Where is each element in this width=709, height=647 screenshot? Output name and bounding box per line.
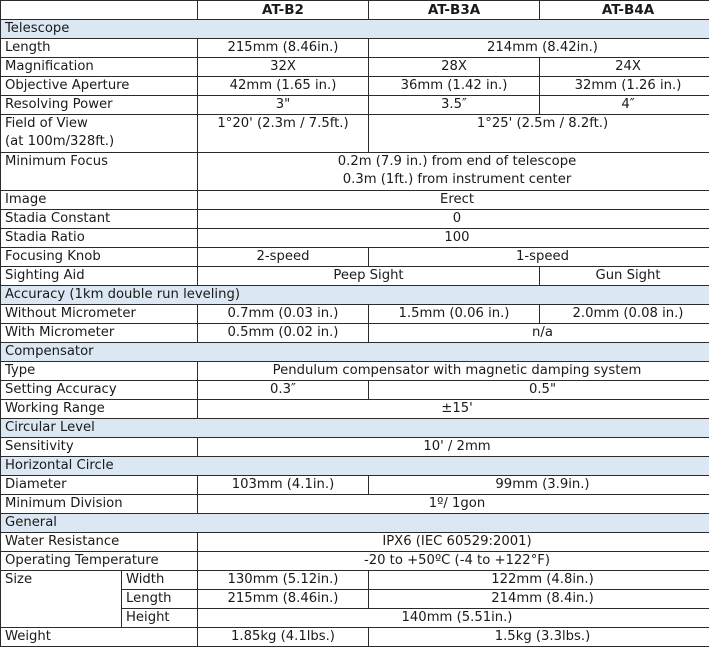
value-all-models: 10' / 2mm — [198, 438, 709, 457]
spec-row-magnification — [1, 58, 709, 77]
spec-row-focusing-knob — [1, 248, 709, 267]
spec-row-field-of-view — [1, 115, 709, 153]
row-label: Resolving Power — [1, 96, 198, 115]
value-at-b4a: 2.0mm (0.08 in.) — [540, 305, 709, 324]
model-header-at-b4a: AT-B4A — [540, 1, 709, 20]
value-all-models: ±15' — [198, 400, 709, 419]
spec-row-minimum-focus — [1, 153, 709, 191]
row-label: Without Micrometer — [1, 305, 198, 324]
value-at-b3a-b4a: 1-speed — [369, 248, 709, 267]
value-at-b3a: 28X — [369, 58, 540, 77]
value-at-b3a-b4a: n/a — [369, 324, 709, 343]
row-label: Minimum Focus — [1, 153, 198, 191]
value-at-b3a-b4a: 0.5" — [369, 381, 709, 400]
value-all-models: -20 to +50ºC (-4 to +122°F) — [198, 552, 709, 571]
row-label: Minimum Division — [1, 495, 198, 514]
value-at-b2: 0.7mm (0.03 in.) — [198, 305, 369, 324]
value-at-b4a: 24X — [540, 58, 709, 77]
value-at-b2: 32X — [198, 58, 369, 77]
value-at-b2: 0.3″ — [198, 381, 369, 400]
value-at-b2: 215mm (8.46in.) — [198, 590, 369, 609]
row-label: Objective Aperture — [1, 77, 198, 96]
value-all-models: Pendulum compensator with magnetic damping system — [198, 362, 709, 381]
row-label: Stadia Ratio — [1, 229, 198, 248]
section-accuracy: Accuracy (1km double run leveling) — [1, 286, 709, 305]
section-row — [1, 343, 709, 362]
row-label: Type — [1, 362, 198, 381]
spec-row-length — [1, 39, 709, 58]
spec-row-water-resistance — [1, 533, 709, 552]
spec-row-diameter — [1, 476, 709, 495]
value-at-b3a-b4a: 1°25' (2.5m / 8.2ft.) — [369, 115, 709, 153]
header-row — [1, 1, 709, 20]
spec-row-objective-aperture — [1, 77, 709, 96]
model-header-at-b3a: AT-B3A — [369, 1, 540, 20]
value-at-b3a-b4a: 122mm (4.8in.) — [369, 571, 709, 590]
value-at-b3a-b4a: 214mm (8.42in.) — [369, 39, 709, 58]
value-at-b2: 103mm (4.1in.) — [198, 476, 369, 495]
spec-row-stadia-constant — [1, 210, 709, 229]
row-label — [1, 115, 198, 153]
section-row — [1, 514, 709, 533]
value-all-models: 0 — [198, 210, 709, 229]
value-at-b2: 130mm (5.12in.) — [198, 571, 369, 590]
section-row — [1, 286, 709, 305]
value-at-b2: 2-speed — [198, 248, 369, 267]
value-all-models: 100 — [198, 229, 709, 248]
sub-label-height: Height — [122, 609, 198, 628]
row-label-size: Size — [1, 571, 122, 628]
value-at-b2: 215mm (8.46in.) — [198, 39, 369, 58]
value-at-b3a-b4a: 214mm (8.4in.) — [369, 590, 709, 609]
value-all-models: 1º/ 1gon — [198, 495, 709, 514]
spec-row-weight — [1, 628, 709, 647]
spec-row-resolving-power — [1, 96, 709, 115]
section-row — [1, 20, 709, 39]
value-line-1: 0.2m (7.9 in.) from end of telescope — [202, 153, 709, 171]
value-at-b4a: 32mm (1.26 in.) — [540, 77, 709, 96]
row-label: Sensitivity — [1, 438, 198, 457]
section-row — [1, 419, 709, 438]
spec-row-minimum-division — [1, 495, 709, 514]
row-label: Image — [1, 191, 198, 210]
spec-row-type — [1, 362, 709, 381]
value-at-b2: 0.5mm (0.02 in.) — [198, 324, 369, 343]
row-label: Magnification — [1, 58, 198, 77]
value-at-b2-b3a: Peep Sight — [198, 267, 540, 286]
value-at-b2: 1.85kg (4.1lbs.) — [198, 628, 369, 647]
value-at-b3a: 3.5″ — [369, 96, 540, 115]
section-row — [1, 457, 709, 476]
row-label: Operating Temperature — [1, 552, 198, 571]
value-at-b4a: 4″ — [540, 96, 709, 115]
section-circular-level: Circular Level — [1, 419, 709, 438]
value-at-b2: 1°20' (2.3m / 7.5ft.) — [198, 115, 369, 153]
spec-row-setting-accuracy — [1, 381, 709, 400]
spec-row-operating-temperature — [1, 552, 709, 571]
section-horizontal-circle: Horizontal Circle — [1, 457, 709, 476]
value-all-models: 140mm (5.51in.) — [198, 609, 709, 628]
section-general: General — [1, 514, 709, 533]
row-label: Diameter — [1, 476, 198, 495]
row-label-line-2: (at 100m/328ft.) — [5, 133, 193, 151]
value-at-b2: 3" — [198, 96, 369, 115]
section-telescope: Telescope — [1, 20, 709, 39]
sub-label-length: Length — [122, 590, 198, 609]
spec-row-sensitivity — [1, 438, 709, 457]
row-label: Working Range — [1, 400, 198, 419]
model-header-at-b2: AT-B2 — [198, 1, 369, 20]
spec-row-image — [1, 191, 709, 210]
row-label: Focusing Knob — [1, 248, 198, 267]
value-all-models: Erect — [198, 191, 709, 210]
row-label: Weight — [1, 628, 198, 647]
row-label: Length — [1, 39, 198, 58]
row-label: Setting Accuracy — [1, 381, 198, 400]
value-line-2: 0.3m (1ft.) from instrument center — [202, 171, 709, 189]
row-label: Sighting Aid — [1, 267, 198, 286]
value-at-b3a-b4a: 99mm (3.9in.) — [369, 476, 709, 495]
row-label: With Micrometer — [1, 324, 198, 343]
row-label: Stadia Constant — [1, 210, 198, 229]
spec-row-sighting-aid — [1, 267, 709, 286]
sub-label-width: Width — [122, 571, 198, 590]
spec-row-working-range — [1, 400, 709, 419]
value-at-b3a: 1.5mm (0.06 in.) — [369, 305, 540, 324]
value-all-models — [198, 153, 709, 191]
value-at-b3a-b4a: 1.5kg (3.3lbs.) — [369, 628, 709, 647]
row-label-line-1: Field of View — [5, 115, 193, 133]
spec-row-stadia-ratio — [1, 229, 709, 248]
spec-row-size-width — [1, 571, 709, 590]
header-blank — [1, 1, 198, 20]
spec-row-without-micrometer — [1, 305, 709, 324]
row-label: Water Resistance — [1, 533, 198, 552]
value-at-b2: 42mm (1.65 in.) — [198, 77, 369, 96]
section-compensator: Compensator — [1, 343, 709, 362]
value-at-b4a: Gun Sight — [540, 267, 709, 286]
value-at-b3a: 36mm (1.42 in.) — [369, 77, 540, 96]
value-all-models: IPX6 (IEC 60529:2001) — [198, 533, 709, 552]
spec-row-with-micrometer — [1, 324, 709, 343]
